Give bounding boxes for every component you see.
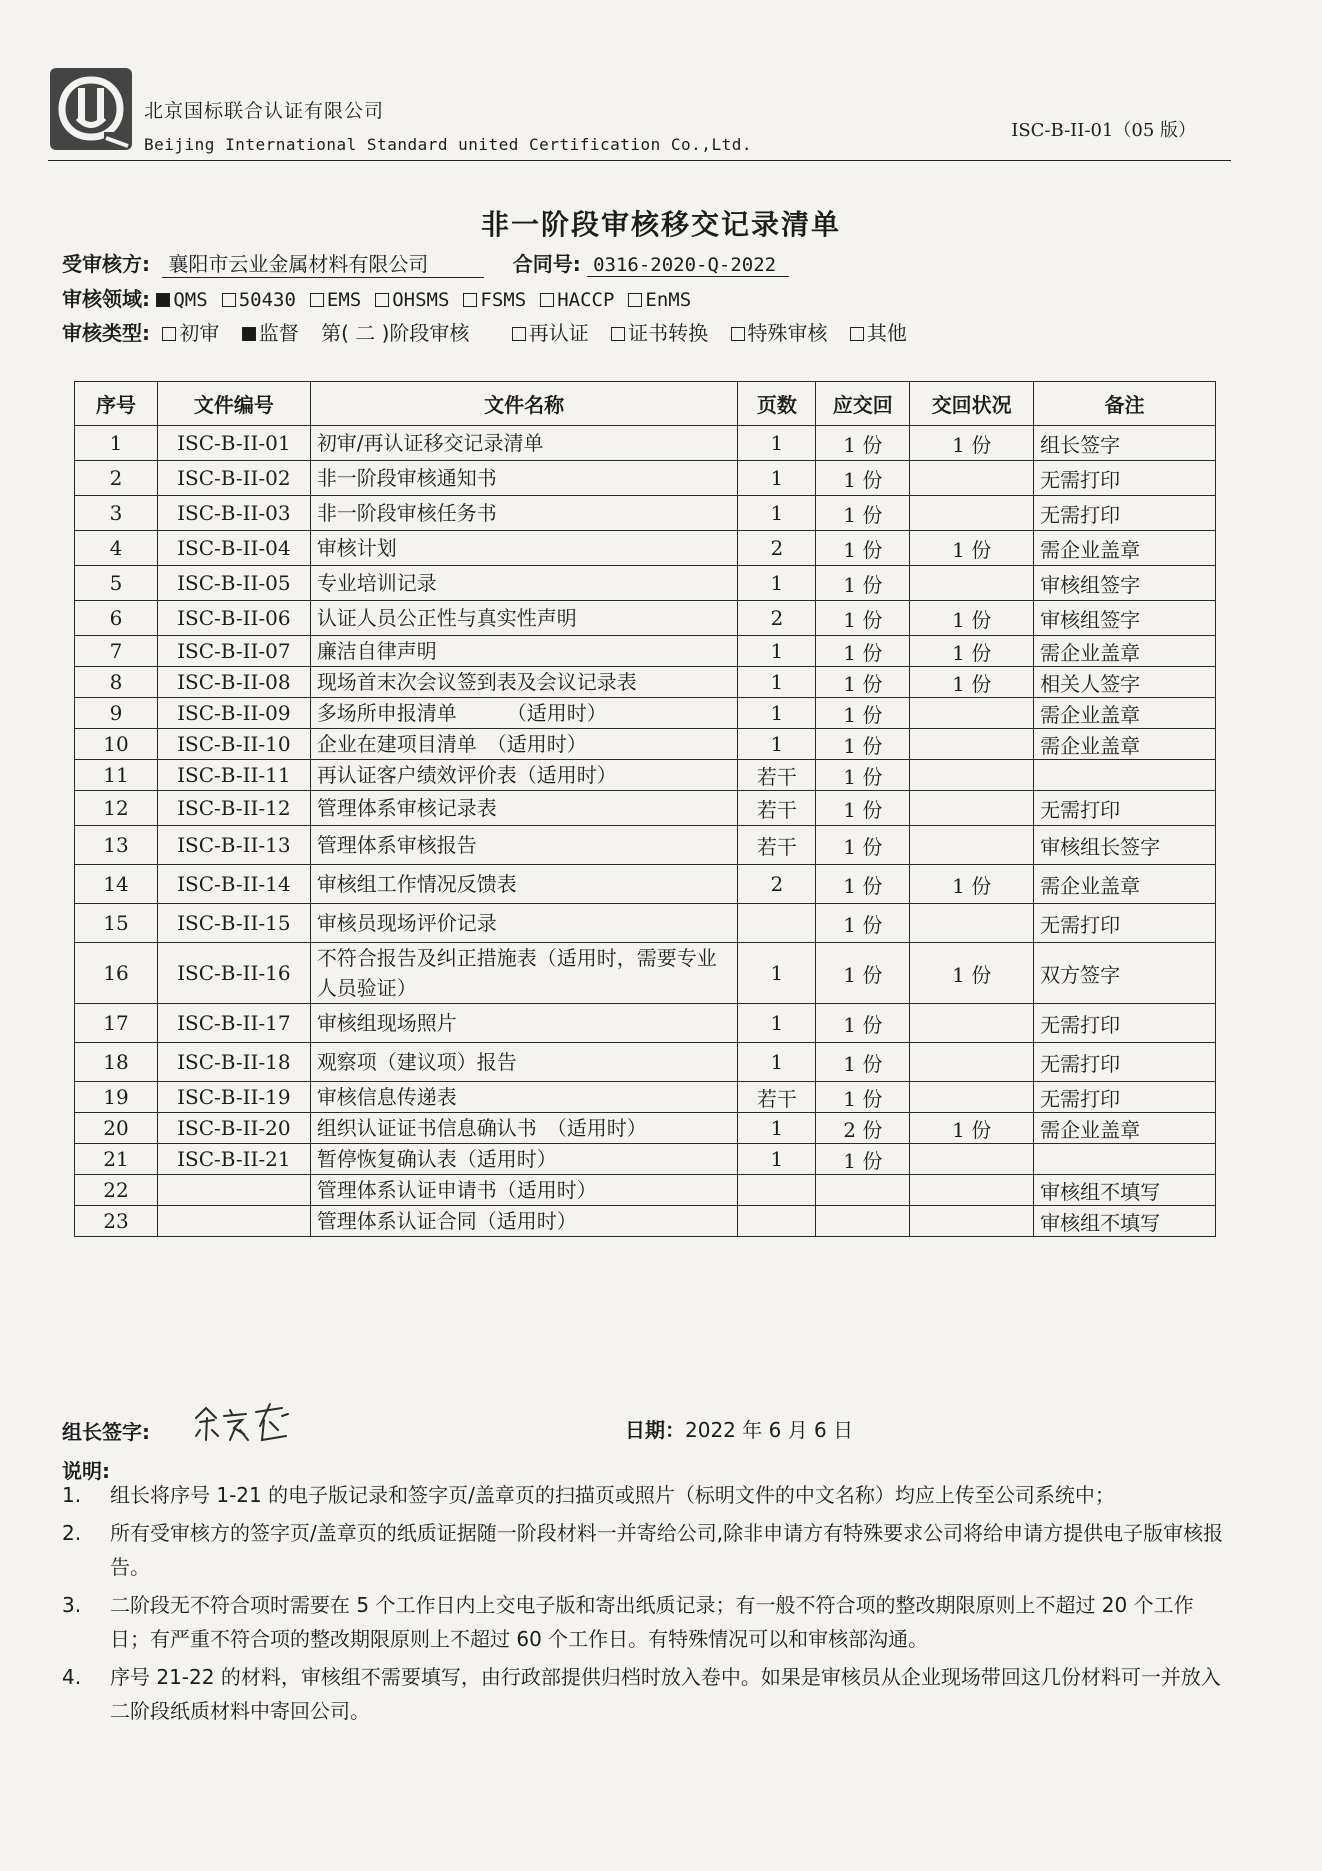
file-code: ISC-B-II-06 (157, 601, 310, 636)
note-item (62, 1660, 1232, 1728)
file-name: 组织认证证书信息确认书 （适用时） (310, 1113, 738, 1144)
date-label: 日期： (625, 1418, 685, 1442)
file-code: ISC-B-II-12 (157, 791, 310, 826)
remark: 双方签字 (1034, 943, 1216, 1004)
auditee-label: 受审核方: (62, 252, 150, 276)
return-status (910, 1082, 1034, 1113)
copies-due: 1 份 (816, 826, 910, 865)
column-header: 备注 (1034, 382, 1216, 426)
note-item (62, 1478, 1232, 1512)
page-count: 若干 (738, 791, 816, 826)
table-row (75, 1144, 1216, 1175)
table-row (75, 760, 1216, 791)
copies-due: 1 份 (816, 1043, 910, 1082)
row-number: 4 (75, 531, 158, 566)
header-divider (48, 160, 1231, 161)
stage-value: 二 (348, 321, 382, 345)
row-number: 2 (75, 461, 158, 496)
row-number: 15 (75, 904, 158, 943)
page-title: 非一阶段审核移交记录清单 (480, 208, 841, 241)
row-number: 12 (75, 791, 158, 826)
return-status (910, 791, 1034, 826)
return-status: 1 份 (910, 426, 1034, 461)
page-count: 1 (738, 1043, 816, 1082)
return-status: 1 份 (910, 531, 1034, 566)
transfer-record-table (74, 381, 1216, 1237)
row-number: 5 (75, 566, 158, 601)
type-special-option[interactable]: 特殊审核 (731, 321, 828, 345)
table-row (75, 1082, 1216, 1113)
domain-option-enms[interactable]: EnMS (628, 287, 691, 311)
type-surveillance-option[interactable]: 监督 (242, 321, 299, 345)
type-transfer-option[interactable]: 证书转换 (611, 321, 708, 345)
remark: 需企业盖章 (1034, 698, 1216, 729)
file-name: 多场所申报清单 （适用时） (310, 698, 738, 729)
copies-due: 1 份 (816, 496, 910, 531)
type-other-option[interactable]: 其他 (850, 321, 907, 345)
domain-option-fsms[interactable]: FSMS (463, 287, 526, 311)
remark: 审核组签字 (1034, 601, 1216, 636)
page-count: 1 (738, 943, 816, 1004)
return-status: 1 份 (910, 1113, 1034, 1144)
file-code (157, 1206, 310, 1237)
table-row (75, 601, 1216, 636)
remark: 审核组不填写 (1034, 1206, 1216, 1237)
return-status (910, 1043, 1034, 1082)
copies-due: 1 份 (816, 1004, 910, 1043)
row-number: 7 (75, 636, 158, 667)
date-value: 2022 年 6 月 6 日 (685, 1418, 854, 1442)
remark: 无需打印 (1034, 1004, 1216, 1043)
column-header: 文件名称 (310, 382, 738, 426)
page-count: 1 (738, 1113, 816, 1144)
audit-domain-line (62, 283, 705, 312)
auditee-line (62, 248, 789, 278)
file-name: 审核员现场评价记录 (310, 904, 738, 943)
remark: 组长签字 (1034, 426, 1216, 461)
table-row (75, 496, 1216, 531)
table-row (75, 426, 1216, 461)
stage-prefix: 第( (321, 321, 349, 345)
column-header: 应交回 (816, 382, 910, 426)
return-status (910, 1206, 1034, 1237)
table-row (75, 865, 1216, 904)
file-code: ISC-B-II-13 (157, 826, 310, 865)
copies-due: 1 份 (816, 791, 910, 826)
checkbox-icon (850, 327, 864, 341)
column-header: 序号 (75, 382, 158, 426)
file-code: ISC-B-II-04 (157, 531, 310, 566)
file-name: 现场首末次会议签到表及会议记录表 (310, 667, 738, 698)
note-item (62, 1516, 1232, 1584)
remark (1034, 1144, 1216, 1175)
copies-due: 1 份 (816, 461, 910, 496)
file-name: 审核信息传递表 (310, 1082, 738, 1113)
copies-due: 2 份 (816, 1113, 910, 1144)
remark: 无需打印 (1034, 904, 1216, 943)
isc-logo-icon (48, 66, 134, 152)
file-name: 专业培训记录 (310, 566, 738, 601)
domain-option-ohsms[interactable]: OHSMS (375, 287, 449, 311)
table-row (75, 943, 1216, 1004)
table-header-row (75, 382, 1216, 426)
page-count (738, 1206, 816, 1237)
return-status: 1 份 (910, 667, 1034, 698)
checkbox-icon (512, 327, 526, 341)
document-code: ISC-B-II-01（05 版） (1011, 120, 1196, 141)
table-row (75, 698, 1216, 729)
file-name: 企业在建项目清单 （适用时） (310, 729, 738, 760)
checkbox-icon (611, 327, 625, 341)
column-header: 页数 (738, 382, 816, 426)
file-code: ISC-B-II-02 (157, 461, 310, 496)
copies-due: 1 份 (816, 1144, 910, 1175)
row-number: 13 (75, 826, 158, 865)
checkbox-checked-icon (156, 293, 170, 307)
file-code: ISC-B-II-17 (157, 1004, 310, 1043)
column-header: 交回状况 (910, 382, 1034, 426)
page-count: 1 (738, 698, 816, 729)
file-name: 审核计划 (310, 531, 738, 566)
file-code: ISC-B-II-14 (157, 865, 310, 904)
page-count: 2 (738, 531, 816, 566)
return-status (910, 566, 1034, 601)
return-status (910, 1144, 1034, 1175)
page-count: 若干 (738, 826, 816, 865)
return-status (910, 729, 1034, 760)
page-count (738, 1175, 816, 1206)
remark: 无需打印 (1034, 1043, 1216, 1082)
page-count: 若干 (738, 1082, 816, 1113)
page-count: 1 (738, 729, 816, 760)
file-code: ISC-B-II-21 (157, 1144, 310, 1175)
row-number: 14 (75, 865, 158, 904)
remark: 无需打印 (1034, 791, 1216, 826)
file-name: 暂停恢复确认表（适用时） (310, 1144, 738, 1175)
file-code: ISC-B-II-11 (157, 760, 310, 791)
table-row (75, 1206, 1216, 1237)
file-name: 非一阶段审核任务书 (310, 496, 738, 531)
copies-due: 1 份 (816, 760, 910, 791)
page-count: 1 (738, 1144, 816, 1175)
table-row (75, 1004, 1216, 1043)
remark: 需企业盖章 (1034, 729, 1216, 760)
file-code (157, 1175, 310, 1206)
checkbox-icon (463, 293, 477, 307)
row-number: 3 (75, 496, 158, 531)
return-status (910, 496, 1034, 531)
row-number: 23 (75, 1206, 158, 1237)
notes-title: 说明: (62, 1459, 110, 1483)
copies-due: 1 份 (816, 698, 910, 729)
checkbox-icon (628, 293, 642, 307)
note-number: 2. (62, 1521, 82, 1545)
remark: 审核组长签字 (1034, 826, 1216, 865)
page-count: 1 (738, 426, 816, 461)
company-name-cn: 北京国标联合认证有限公司 (144, 100, 385, 122)
file-name: 观察项（建议项）报告 (310, 1043, 738, 1082)
audit-type-label: 审核类型: (62, 321, 150, 345)
remark: 审核组不填写 (1034, 1175, 1216, 1206)
row-number: 17 (75, 1004, 158, 1043)
domain-option-qms[interactable]: QMS (156, 287, 207, 311)
table-row (75, 1043, 1216, 1082)
copies-due: 1 份 (816, 943, 910, 1004)
row-number: 18 (75, 1043, 158, 1082)
row-number: 16 (75, 943, 158, 1004)
page-count: 1 (738, 636, 816, 667)
table-row (75, 636, 1216, 667)
table-row (75, 791, 1216, 826)
page-count: 2 (738, 601, 816, 636)
file-name: 非一阶段审核通知书 (310, 461, 738, 496)
note-text: 组长将序号 1-21 的电子版记录和签字页/盖章页的扫描页或照片（标明文件的中文名称）均应上传至公司系统中； (110, 1483, 1115, 1507)
table-row (75, 1175, 1216, 1206)
page-count: 1 (738, 1004, 816, 1043)
domain-option-50430[interactable]: 50430 (222, 287, 296, 311)
remark: 需企业盖章 (1034, 865, 1216, 904)
copies-due: 1 份 (816, 601, 910, 636)
table-row (75, 531, 1216, 566)
remark: 审核组签字 (1034, 566, 1216, 601)
file-code: ISC-B-II-08 (157, 667, 310, 698)
table-row (75, 566, 1216, 601)
file-name: 管理体系审核记录表 (310, 791, 738, 826)
remark (1034, 760, 1216, 791)
return-status (910, 826, 1034, 865)
page-count: 1 (738, 496, 816, 531)
table-row (75, 826, 1216, 865)
copies-due (816, 1175, 910, 1206)
remark: 无需打印 (1034, 461, 1216, 496)
file-name: 廉洁自律声明 (310, 636, 738, 667)
audit-domain-label: 审核领域: (62, 287, 150, 311)
checkbox-icon (310, 293, 324, 307)
checkbox-icon (162, 327, 176, 341)
row-number: 11 (75, 760, 158, 791)
date-line (625, 1414, 853, 1443)
row-number: 9 (75, 698, 158, 729)
domain-option-ems[interactable]: EMS (310, 287, 361, 311)
copies-due: 1 份 (816, 426, 910, 461)
copies-due: 1 份 (816, 904, 910, 943)
file-name: 管理体系审核报告 (310, 826, 738, 865)
remark: 无需打印 (1034, 496, 1216, 531)
contract-value: 0316-2020-Q-2022 (587, 254, 789, 277)
checkbox-icon (222, 293, 236, 307)
page-count: 2 (738, 865, 816, 904)
remark: 需企业盖章 (1034, 531, 1216, 566)
contract-label: 合同号: (512, 252, 581, 276)
type-recert-option[interactable]: 再认证 (512, 321, 589, 345)
file-code: ISC-B-II-19 (157, 1082, 310, 1113)
return-status (910, 760, 1034, 791)
file-name: 审核组现场照片 (310, 1004, 738, 1043)
file-code: ISC-B-II-20 (157, 1113, 310, 1144)
copies-due: 1 份 (816, 729, 910, 760)
checkbox-icon (375, 293, 389, 307)
file-code: ISC-B-II-09 (157, 698, 310, 729)
file-name: 管理体系认证申请书（适用时） (310, 1175, 738, 1206)
return-status: 1 份 (910, 943, 1034, 1004)
file-name: 审核组工作情况反馈表 (310, 865, 738, 904)
table-row (75, 904, 1216, 943)
copies-due: 1 份 (816, 566, 910, 601)
stage-suffix: )阶段审核 (381, 321, 470, 345)
checkbox-checked-icon (242, 327, 256, 341)
auditee-value: 襄阳市云业金属材料有限公司 (162, 248, 484, 278)
page-count: 1 (738, 566, 816, 601)
file-code: ISC-B-II-15 (157, 904, 310, 943)
return-status (910, 461, 1034, 496)
leader-signature-label: 组长签字: (62, 1420, 150, 1444)
page-count (738, 904, 816, 943)
note-text: 序号 21-22 的材料，审核组不需要填写，由行政部提供归档时放入卷中。如果是审核员从企业现场带回这几份材料可一并放入二阶段纸质材料中寄回公司。 (110, 1665, 1221, 1723)
page-count: 1 (738, 667, 816, 698)
company-name-en: Beijing International Standard united Certification Co.,Ltd. (144, 135, 752, 154)
audit-domain-options (156, 287, 705, 311)
row-number: 1 (75, 426, 158, 461)
remark: 需企业盖章 (1034, 636, 1216, 667)
table-row (75, 461, 1216, 496)
leader-signature (190, 1396, 300, 1446)
note-text: 所有受审核方的签字页/盖章页的纸质证据随一阶段材料一并寄给公司,除非申请方有特殊要求公司将给申请方提供电子版审核报告。 (110, 1521, 1224, 1579)
row-number: 19 (75, 1082, 158, 1113)
return-status: 1 份 (910, 865, 1034, 904)
row-number: 21 (75, 1144, 158, 1175)
notes-list (62, 1478, 1232, 1732)
note-item (62, 1588, 1232, 1656)
file-code: ISC-B-II-10 (157, 729, 310, 760)
remark: 相关人签字 (1034, 667, 1216, 698)
copies-due: 1 份 (816, 1082, 910, 1113)
file-code: ISC-B-II-07 (157, 636, 310, 667)
row-number: 22 (75, 1175, 158, 1206)
note-number: 4. (62, 1665, 82, 1689)
page-count: 若干 (738, 760, 816, 791)
copies-due: 1 份 (816, 636, 910, 667)
copies-due: 1 份 (816, 531, 910, 566)
file-name: 再认证客户绩效评价表（适用时） (310, 760, 738, 791)
file-name: 认证人员公正性与真实性声明 (310, 601, 738, 636)
copies-due: 1 份 (816, 865, 910, 904)
remark: 无需打印 (1034, 1082, 1216, 1113)
domain-option-haccp[interactable]: HACCP (540, 287, 614, 311)
file-code: ISC-B-II-03 (157, 496, 310, 531)
note-text: 二阶段无不符合项时需要在 5 个工作日内上交电子版和寄出纸质记录；有一般不符合项的整改期限原则上不超过 20 个工作日；有严重不符合项的整改期限原则上不超过 60 个工作日。有特殊情况可以和审核部沟通。 (110, 1593, 1194, 1651)
file-code: ISC-B-II-05 (157, 566, 310, 601)
row-number: 10 (75, 729, 158, 760)
note-number: 3. (62, 1593, 82, 1617)
column-header: 文件编号 (157, 382, 310, 426)
table-row (75, 1113, 1216, 1144)
type-initial-option[interactable]: 初审 (162, 321, 219, 345)
file-code: ISC-B-II-18 (157, 1043, 310, 1082)
row-number: 20 (75, 1113, 158, 1144)
file-name: 管理体系认证合同（适用时） (310, 1206, 738, 1237)
copies-due: 1 份 (816, 667, 910, 698)
copies-due (816, 1206, 910, 1237)
return-status: 1 份 (910, 601, 1034, 636)
note-number: 1. (62, 1483, 82, 1507)
audit-type-line (62, 317, 923, 346)
row-number: 6 (75, 601, 158, 636)
return-status (910, 904, 1034, 943)
page-count: 1 (738, 461, 816, 496)
table-row (75, 667, 1216, 698)
remark: 需企业盖章 (1034, 1113, 1216, 1144)
return-status: 1 份 (910, 636, 1034, 667)
file-code: ISC-B-II-16 (157, 943, 310, 1004)
checkbox-icon (731, 327, 745, 341)
row-number: 8 (75, 667, 158, 698)
return-status (910, 1175, 1034, 1206)
checkbox-icon (540, 293, 554, 307)
return-status (910, 698, 1034, 729)
return-status (910, 1004, 1034, 1043)
table-row (75, 729, 1216, 760)
file-name: 不符合报告及纠正措施表（适用时，需要专业人员验证） (310, 943, 738, 1004)
file-name: 初审/再认证移交记录清单 (310, 426, 738, 461)
file-code: ISC-B-II-01 (157, 426, 310, 461)
